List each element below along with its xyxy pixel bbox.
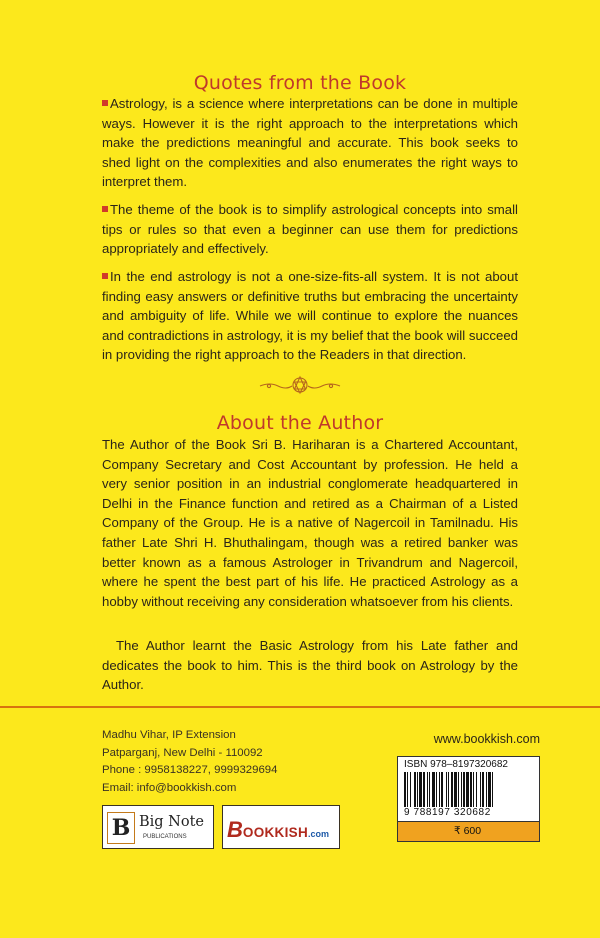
bullet-icon: [102, 100, 108, 106]
phone-line: Phone : 9958138227, 9999329694: [102, 764, 278, 776]
author-paragraph-1: The Author of the Book Sri B. Hariharan is a Chartered Accountant, Company Secretary and Cost Accountant by profession. He held a very senior position in an industrial conglomerate headquartered in Delhi in the Finance function and retired as a Chairman of a Listed Company of the Group. He is a native of Nagercoil in Tamilnadu. His father Late Shri H. Bhuthalingam, though was a retired banker was better known as a famous Astrologer in Trivandrum and Nagercoil, where he spent the best part of his life. He practiced Astrology as a hobby without receiving any consideration whatsoever from his clients.: [102, 437, 518, 609]
address-line: Madhu Vihar, IP Extension: [102, 729, 236, 741]
author-heading: About the Author: [216, 412, 384, 434]
website-url: www.bookkish.com: [433, 732, 540, 746]
price-label: ₹ 600: [454, 825, 482, 837]
big-note-logo: [102, 805, 214, 849]
ornament-divider-icon: [258, 372, 342, 400]
email-line: Email: info@bookkish.com: [102, 781, 237, 794]
bullet-icon: [102, 206, 108, 212]
address-line: Patparganj, New Delhi - 110092: [102, 746, 263, 759]
barcode-digits: 9 788197 320682: [404, 807, 491, 818]
bookkish-logo: [222, 805, 340, 849]
quote-paragraph-3: In the end astrology is not a one-size-fits-all system. It is not about finding easy answers or definitive truths but embracing the uncertainty and ambiguity of life. While we will continue to explore the nuances and contradictions in astrology, it is my belief that the book will succeed in providing the right approach to the Readers in that direction.: [102, 269, 518, 363]
price-band: [397, 822, 540, 842]
author-paragraph-2: The Author learnt the Basic Astrology from his Late father and dedicates the book to him. This is the third book on Astrology by the Author.: [102, 638, 518, 693]
isbn-label: ISBN 978–8197320682: [404, 759, 508, 770]
quotes-heading: Quotes from the Book: [193, 72, 407, 94]
bookkish-b: B: [227, 817, 243, 842]
bookkish-name: OOKKISH: [242, 825, 308, 840]
quote-paragraph-1: Astrology, is a science where interpretations can be done in multiple ways. However it is the right approach to the interpretations which make the predictions meaningful and accurate. This book seeks to shed light on the complexities and also enumerates the right ways to interpret them.: [102, 96, 518, 190]
big-note-name: Big Note: [139, 814, 205, 830]
barcode-icon: [404, 772, 535, 807]
bookkish-dom: .com: [308, 829, 330, 839]
big-note-sub: PUBLICATIONS: [143, 834, 187, 840]
publisher-address: [102, 727, 342, 797]
quote-paragraph-2: The theme of the book is to simplify astrological concepts into small tips or rules so that even a beginner can use them for predictions appropriately and effectively.: [102, 202, 518, 257]
big-note-mark-icon: B: [107, 812, 135, 844]
bullet-icon: [102, 273, 108, 279]
divider-rule: [0, 706, 600, 708]
isbn-barcode: [397, 756, 540, 822]
